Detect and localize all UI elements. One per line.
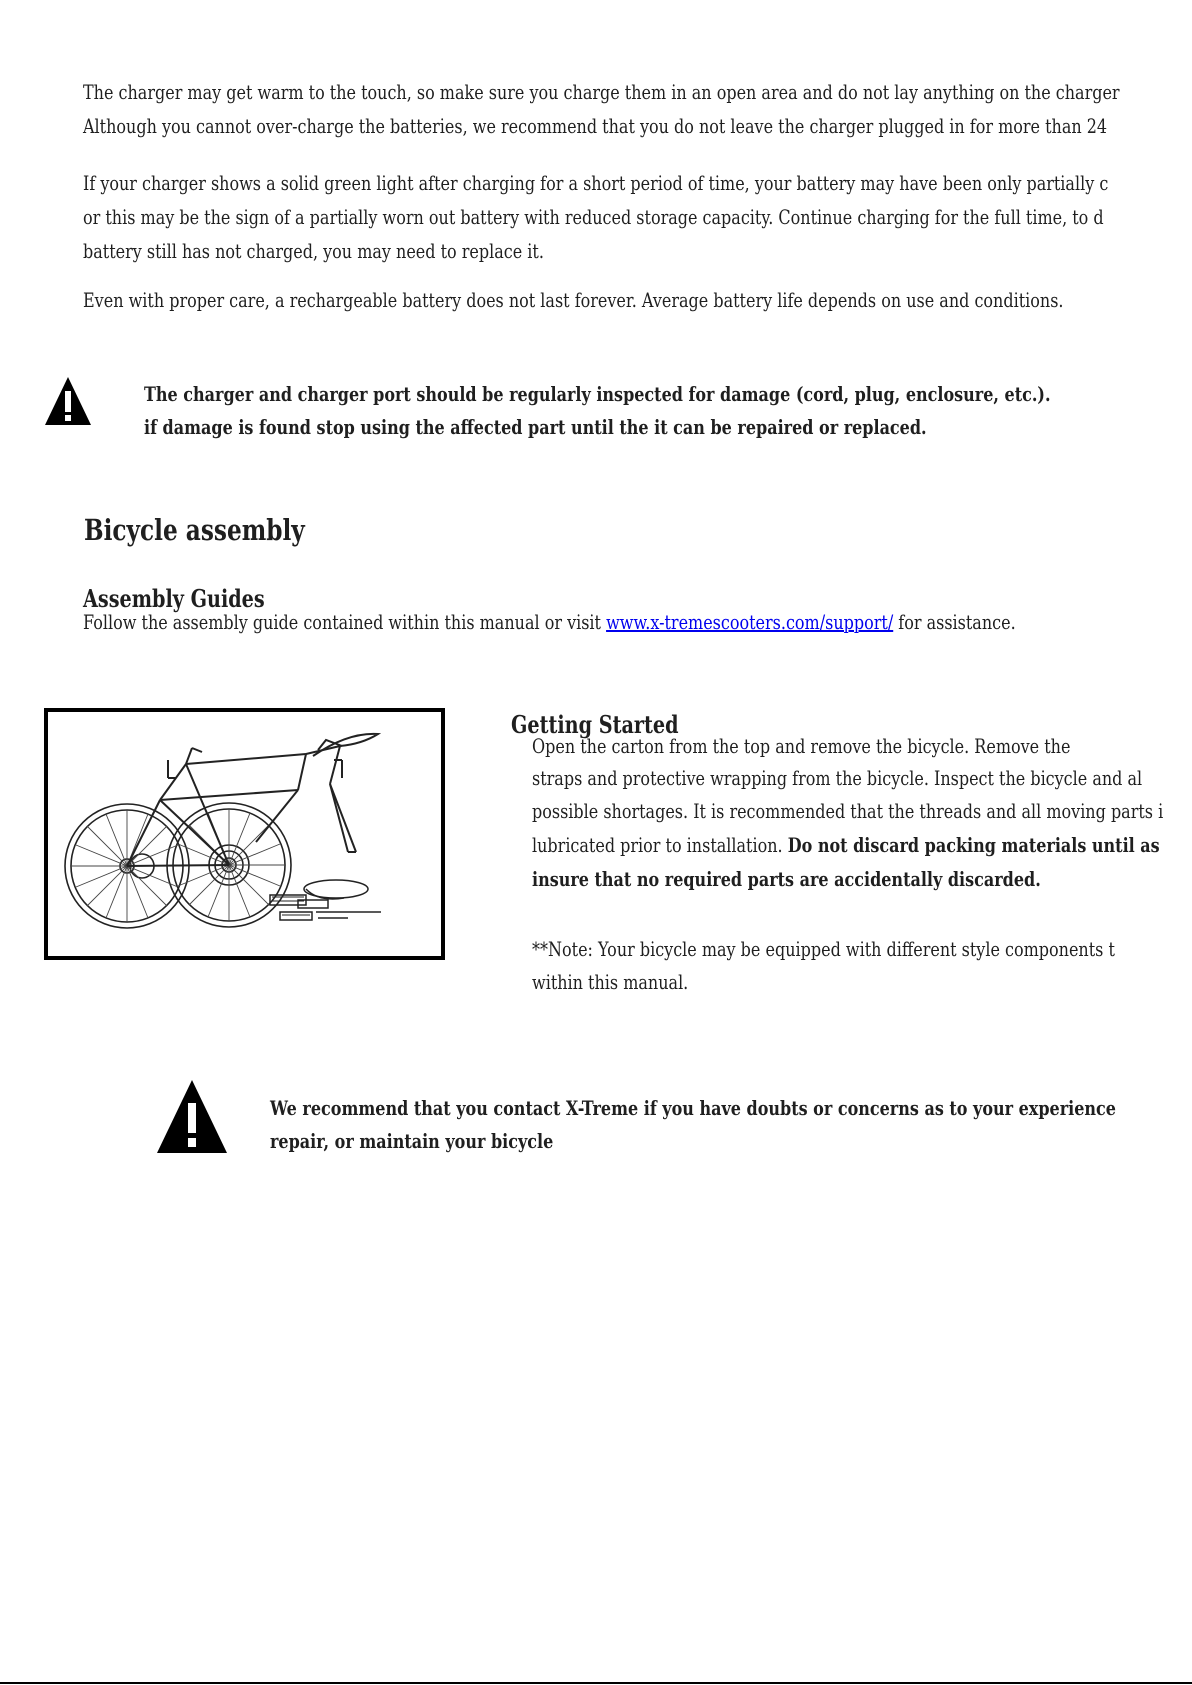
charger-care-line-3: If your charger shows a solid green light after charging for a short period of time, your battery may have been only partially c (83, 171, 1109, 195)
getting-started-line-1: Open the carton from the top and remove the bicycle. Remove the (532, 734, 1071, 758)
page-bottom-rule (0, 1682, 1192, 1684)
bicycle-parts-illustration (44, 708, 445, 960)
battery-life-line: Even with proper care, a rechargeable battery does not last forever. Average battery life depends on use and conditions. (83, 288, 1064, 312)
section-title: Bicycle assembly (84, 513, 305, 547)
getting-started-line-2: straps and protective wrapping from the bicycle. Inspect the bicycle and al (532, 766, 1143, 790)
warning-triangle-icon (156, 1079, 228, 1154)
note-line-2: within this manual. (532, 970, 689, 994)
charger-warning-line-2: if damage is found stop using the affected part until the it can be repaired or replaced. (144, 415, 927, 439)
assembly-guides-title: Assembly Guides (83, 584, 265, 613)
charger-care-line-2: Although you cannot over-charge the batteries, we recommend that you do not leave the charger plugged in for more than 24 (83, 114, 1108, 138)
note-line-1: **Note: Your bicycle may be equipped with different style components t (532, 937, 1115, 961)
charger-care-line-5: battery still has not charged, you may need to replace it. (83, 239, 544, 263)
getting-started-line-5: insure that no required parts are accidentally discarded. (532, 867, 1041, 891)
warning-triangle-icon (44, 376, 92, 426)
assembly-guides-text (83, 608, 1016, 636)
getting-started-line-4-bold: Do not discard packing materials until as (787, 833, 1160, 857)
contact-warning-line-1: We recommend that you contact X-Treme if you have doubts or concerns as to your experience (270, 1096, 1116, 1120)
getting-started-title: Getting Started (511, 710, 679, 739)
getting-started-line-4-normal: lubricated prior to installation. (532, 833, 788, 857)
charger-care-line-4: or this may be the sign of a partially worn out battery with reduced storage capacity. Continue charging for the full time, to d (83, 205, 1104, 229)
assembly-guides-text-after: for assistance. (893, 610, 1016, 634)
assembly-guides-text-before: Follow the assembly guide contained within this manual or visit (83, 610, 607, 634)
charger-care-line-1: The charger may get warm to the touch, so make sure you charge them in an open area and do not lay anything on the charger (83, 80, 1120, 104)
getting-started-line-4 (532, 831, 1160, 859)
charger-warning-line-1: The charger and charger port should be regularly inspected for damage (cord, plug, enclosure, etc.). (144, 382, 1051, 406)
bicycle-drawing (48, 712, 441, 956)
contact-warning-line-2: repair, or maintain your bicycle (270, 1129, 554, 1153)
support-link[interactable]: www.x-tremescooters.com/support/ (606, 610, 894, 634)
getting-started-line-3: possible shortages. It is recommended that the threads and all moving parts i (532, 799, 1164, 823)
